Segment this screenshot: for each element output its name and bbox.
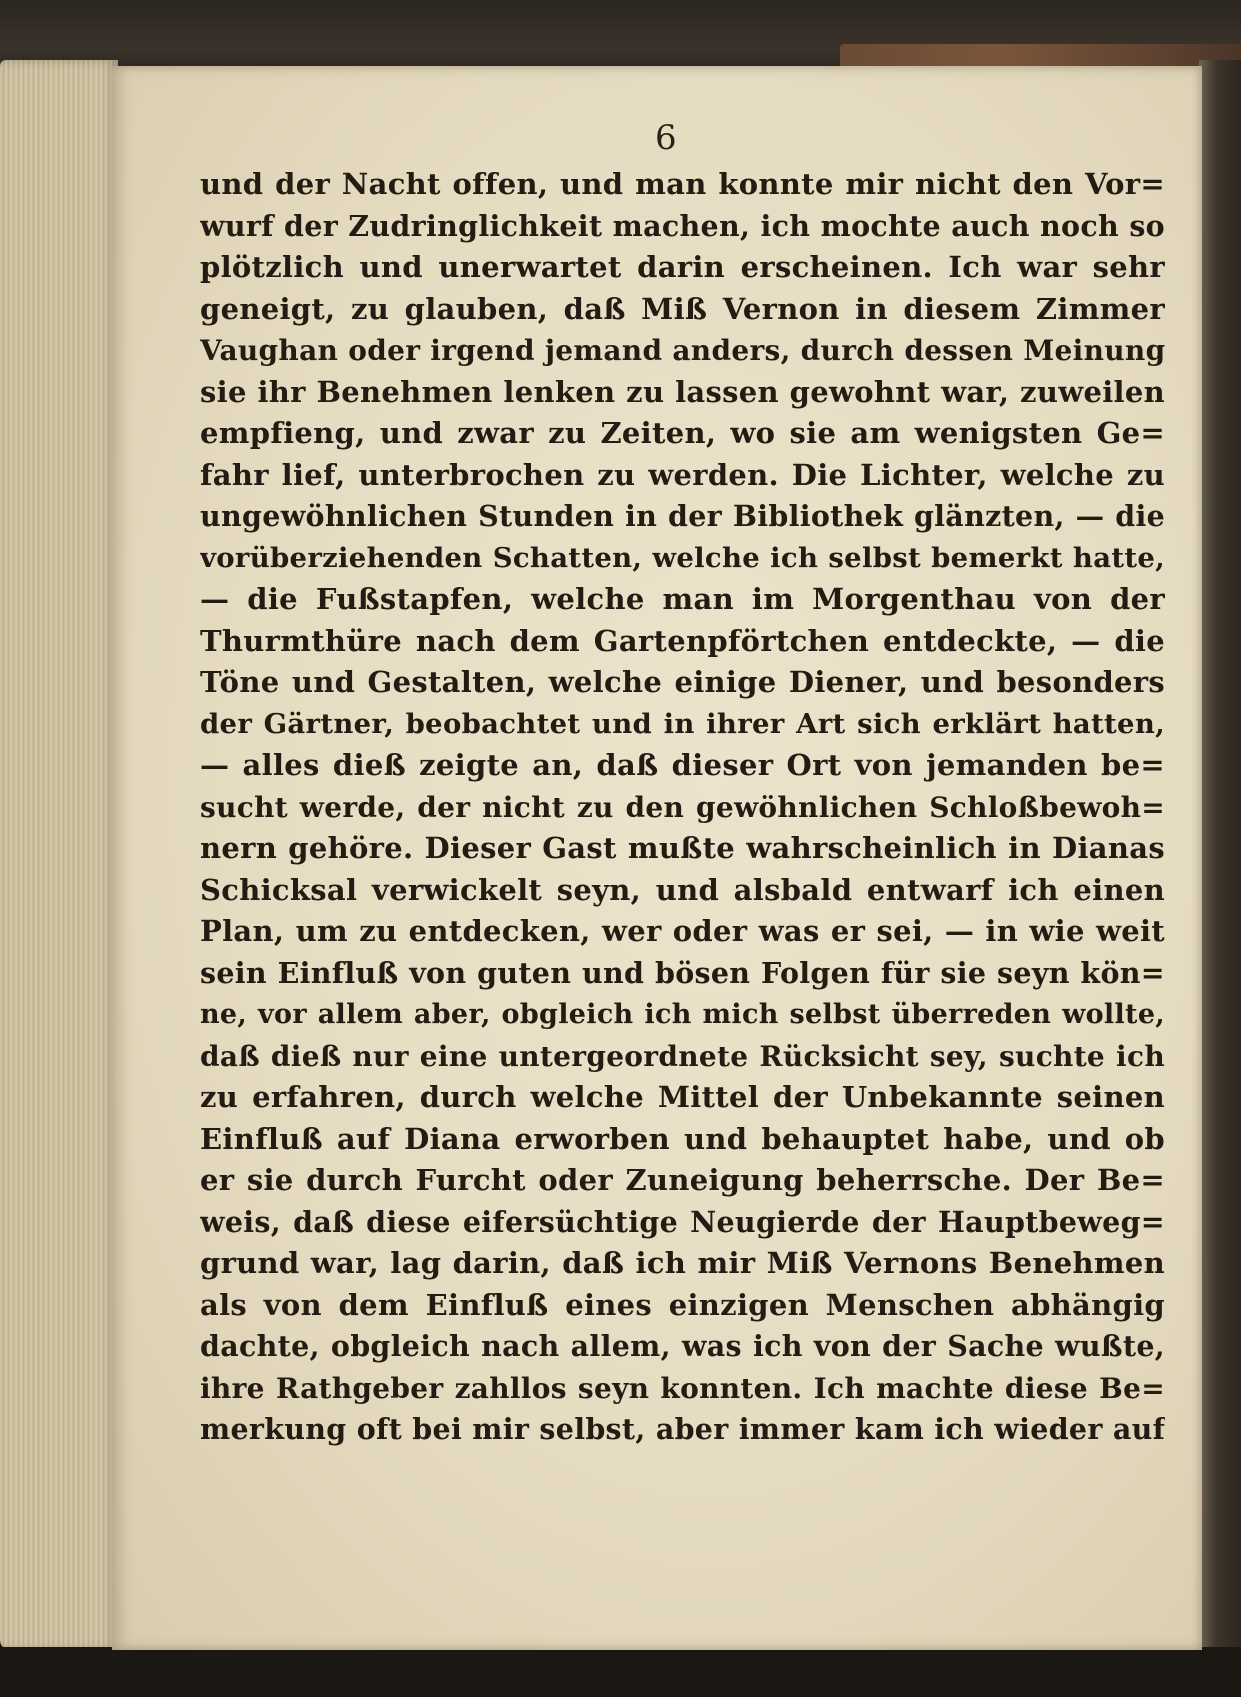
text-line: wurf der Zudringlichkeit machen, ich mochte auch noch so [200, 208, 1165, 243]
text-line: — alles dieß zeigte an, daß dieser Ort von jemanden be= [200, 748, 1165, 782]
text-line: grund war, lag darin, daß ich mir Miß Vernons Benehmen [200, 1246, 1165, 1280]
text-line: empfieng, und zwar zu Zeiten, wo sie am wenigsten Ge= [200, 416, 1165, 450]
text-line: daß dieß nur eine untergeordnete Rücksicht sey, suchte ich [200, 1039, 1165, 1073]
text-line: ihre Rathgeber zahllos seyn konnten. Ich machte diese Be= [200, 1371, 1165, 1405]
text-line: — die Fußstapfen, welche man im Morgenthau von der [200, 582, 1165, 616]
text-line: ne, vor allem aber, obgleich ich mich selbst überreden wollte, [200, 999, 1165, 1030]
text-line: der Gärtner, beobachtet und in ihrer Art sich erklärt hatten, [200, 707, 1165, 740]
text-line: merkung oft bei mir selbst, aber immer kam ich wieder auf [200, 1412, 1165, 1446]
text-line: fahr lief, unterbrochen zu werden. Die Lichter, welche zu [200, 457, 1165, 492]
text-line: weis, daß diese eifersüchtige Neugierde der Hauptbeweg= [200, 1204, 1165, 1239]
text-line: Töne und Gestalten, welche einige Diener, und besonders [200, 665, 1165, 699]
text-line: Einfluß auf Diana erworben und behauptet habe, und ob [200, 1121, 1165, 1156]
page-number: 6 [655, 118, 677, 158]
text-line: Plan, um zu entdecken, wer oder was er sei, — in wie weit [200, 914, 1165, 948]
text-line: sein Einfluß von guten und bösen Folgen für sie seyn kön= [200, 955, 1165, 990]
body-text [200, 164, 1165, 1451]
text-line: nern gehöre. Dieser Gast mußte wahrscheinlich in Dianas [200, 831, 1165, 865]
text-line: dachte, obgleich nach allem, was ich von der Sache wußte, [200, 1329, 1165, 1363]
text-line: und der Nacht offen, und man konnte mir nicht den Vor= [200, 167, 1165, 201]
text-line: vorüberziehenden Schatten, welche ich selbst bemerkt hatte, [200, 541, 1165, 574]
text-line: zu erfahren, durch welche Mittel der Unbekannte seinen [200, 1080, 1165, 1114]
text-line: plötzlich und unerwartet darin erscheinen. Ich war sehr [200, 250, 1165, 284]
book-spine-edge [1199, 60, 1241, 1660]
text-line: geneigt, zu glauben, daß Miß Vernon in diesem Zimmer [200, 291, 1165, 326]
text-line: als von dem Einfluß eines einzigen Menschen abhängig [200, 1287, 1165, 1322]
text-line: er sie durch Furcht oder Zuneigung beherrsche. Der Be= [200, 1163, 1165, 1197]
text-line: sucht werde, der nicht zu den gewöhnlichen Schloßbewoh= [200, 790, 1165, 824]
text-line: sie ihr Benehmen lenken zu lassen gewohnt war, zuweilen [200, 374, 1165, 409]
text-line: Vaughan oder irgend jemand anders, durch dessen Meinung [200, 334, 1165, 367]
page-edges [0, 60, 118, 1650]
text-line: ungewöhnlichen Stunden in der Bibliothek glänzten, — die [200, 499, 1165, 533]
book-cover-bottom [0, 1647, 1241, 1697]
text-line: Schicksal verwickelt seyn, und alsbald entwarf ich einen [200, 872, 1165, 907]
text-line: Thurmthüre nach dem Gartenpförtchen entdeckte, — die [200, 623, 1165, 658]
